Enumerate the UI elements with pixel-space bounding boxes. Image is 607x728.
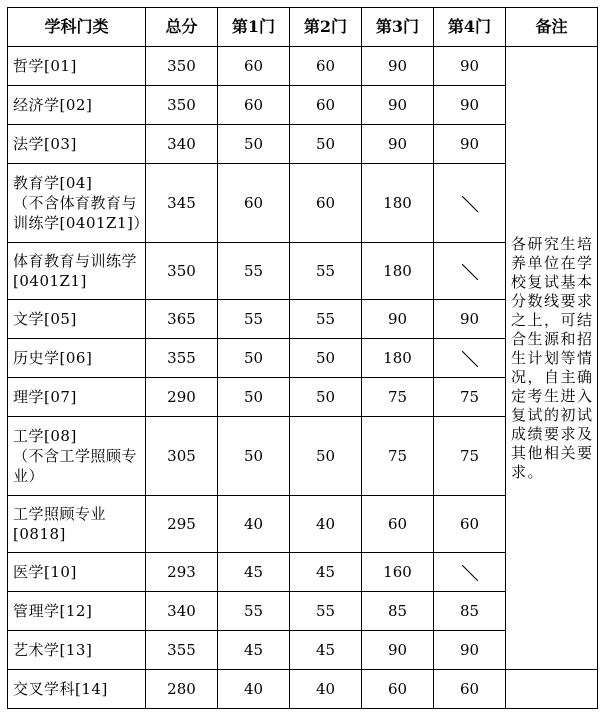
subject-score-cell: 55	[218, 592, 290, 631]
subject-score-cell: 90	[434, 47, 506, 86]
discipline-cell	[8, 553, 146, 592]
score-table	[7, 7, 598, 709]
header-row	[8, 8, 598, 47]
subject-score-cell: 55	[290, 243, 362, 300]
discipline-line: 管理学[12]	[13, 602, 93, 620]
subject-score-cell: 40	[218, 670, 290, 709]
discipline-line: 艺术学[13]	[13, 641, 93, 659]
subject-score-cell: 60	[218, 164, 290, 243]
discipline-cell	[8, 339, 146, 378]
subject-score-cell: 45	[290, 553, 362, 592]
header-subject-1: 第1门	[218, 8, 290, 47]
total-score-cell: 305	[146, 417, 218, 496]
discipline-cell	[8, 592, 146, 631]
header-total: 总分	[146, 8, 218, 47]
discipline-line: 理学[07]	[13, 388, 77, 406]
discipline-line: 文学[05]	[13, 310, 77, 328]
subject-score-cell: 45	[218, 631, 290, 670]
subject-score-cell: 50	[218, 339, 290, 378]
discipline-line: （不含工学照顾专	[13, 447, 138, 465]
subject-score-cell: 50	[218, 125, 290, 164]
discipline-line: 工学[08]	[13, 427, 77, 445]
subject-score-cell: 90	[362, 125, 434, 164]
discipline-cell	[8, 631, 146, 670]
subject-score-cell: 60	[218, 86, 290, 125]
total-score-cell: 355	[146, 631, 218, 670]
slash-mark	[462, 565, 478, 581]
total-score-cell: 365	[146, 300, 218, 339]
discipline-line: 法学[03]	[13, 135, 77, 153]
discipline-line: 交叉学科[14]	[13, 680, 108, 698]
subject-score-cell: 180	[362, 243, 434, 300]
slash-mark	[462, 196, 478, 212]
subject-score-cell: 90	[362, 631, 434, 670]
subject-score-cell: 50	[218, 378, 290, 417]
subject-score-cell: 55	[218, 300, 290, 339]
discipline-cell	[8, 670, 146, 709]
subject-score-cell: 160	[362, 553, 434, 592]
subject-score-cell: 90	[434, 631, 506, 670]
total-score-cell: 350	[146, 47, 218, 86]
subject-score-cell: 55	[290, 300, 362, 339]
not-applicable-cell	[434, 339, 506, 378]
subject-score-cell: 180	[362, 164, 434, 243]
total-score-cell: 340	[146, 592, 218, 631]
discipline-line: [0818]	[13, 525, 66, 543]
subject-score-cell: 60	[290, 164, 362, 243]
subject-score-cell: 50	[290, 378, 362, 417]
subject-score-cell: 75	[434, 417, 506, 496]
discipline-cell	[8, 47, 146, 86]
discipline-cell	[8, 496, 146, 553]
subject-score-cell: 55	[218, 243, 290, 300]
subject-score-cell: 60	[362, 496, 434, 553]
discipline-cell	[8, 417, 146, 496]
subject-score-cell: 75	[362, 378, 434, 417]
subject-score-cell: 50	[290, 339, 362, 378]
discipline-cell	[8, 378, 146, 417]
subject-score-cell: 180	[362, 339, 434, 378]
total-score-cell: 345	[146, 164, 218, 243]
total-score-cell: 290	[146, 378, 218, 417]
discipline-cell	[8, 164, 149, 243]
discipline-line: 训练学[0401Z1]）	[13, 214, 149, 232]
subject-score-cell: 60	[362, 670, 434, 709]
subject-score-cell: 60	[434, 496, 506, 553]
total-score-cell: 355	[146, 339, 218, 378]
subject-score-cell: 60	[434, 670, 506, 709]
discipline-line: 历史学[06]	[13, 349, 93, 367]
discipline-line: 教育学[04]	[13, 174, 93, 192]
subject-score-cell: 45	[290, 631, 362, 670]
total-score-cell: 295	[146, 496, 218, 553]
subject-score-cell: 50	[290, 417, 362, 496]
subject-score-cell: 60	[218, 47, 290, 86]
discipline-line: 体育教育与训练学	[13, 252, 138, 270]
header-subject-4: 第4门	[434, 8, 506, 47]
subject-score-cell: 60	[290, 86, 362, 125]
discipline-cell	[8, 243, 146, 300]
subject-score-cell: 60	[290, 47, 362, 86]
header-subject-3: 第3门	[362, 8, 434, 47]
discipline-cell	[8, 125, 146, 164]
subject-score-cell: 55	[290, 592, 362, 631]
discipline-cell	[8, 86, 146, 125]
discipline-line: 医学[10]	[13, 563, 77, 581]
subject-score-cell: 90	[362, 300, 434, 339]
total-score-cell: 350	[146, 243, 218, 300]
score-table-container	[7, 7, 598, 709]
subject-score-cell: 90	[362, 47, 434, 86]
discipline-line: 经济学[02]	[13, 96, 93, 114]
total-score-cell: 280	[146, 670, 218, 709]
slash-mark	[462, 264, 478, 280]
discipline-line: 工学照顾专业	[13, 505, 107, 523]
subject-score-cell: 85	[434, 592, 506, 631]
discipline-line: [0401Z1]	[13, 272, 87, 290]
table-body	[8, 47, 598, 709]
subject-score-cell: 90	[434, 86, 506, 125]
discipline-cell	[8, 300, 146, 339]
subject-score-cell: 50	[218, 417, 290, 496]
slash-mark	[462, 351, 478, 367]
total-score-cell: 350	[146, 86, 218, 125]
discipline-line: 业）	[13, 467, 45, 485]
subject-score-cell: 45	[218, 553, 290, 592]
subject-score-cell: 40	[218, 496, 290, 553]
header-subject-2: 第2门	[290, 8, 362, 47]
not-applicable-cell	[434, 164, 506, 243]
total-score-cell: 293	[146, 553, 218, 592]
note-cell: 各研究生培养单位在学校复试基本分数线要求之上，可结合生源和招生计划等情况，自主确定考生进入复试的初试成绩要求及其他相关要求。	[506, 47, 598, 670]
not-applicable-cell	[434, 243, 506, 300]
subject-score-cell: 40	[290, 670, 362, 709]
table-row	[8, 47, 598, 86]
subject-score-cell: 90	[434, 300, 506, 339]
subject-score-cell: 90	[434, 125, 506, 164]
subject-score-cell: 40	[290, 496, 362, 553]
note-empty-cell	[506, 670, 598, 709]
discipline-line: 哲学[01]	[13, 57, 77, 75]
header-note: 备注	[506, 8, 598, 47]
discipline-line: （不含体育教育与	[13, 194, 138, 212]
header-discipline: 学科门类	[8, 8, 146, 47]
total-score-cell: 340	[146, 125, 218, 164]
subject-score-cell: 75	[362, 417, 434, 496]
subject-score-cell: 75	[434, 378, 506, 417]
not-applicable-cell	[434, 553, 506, 592]
subject-score-cell: 90	[362, 86, 434, 125]
table-row	[8, 670, 598, 709]
subject-score-cell: 85	[362, 592, 434, 631]
subject-score-cell: 50	[290, 125, 362, 164]
